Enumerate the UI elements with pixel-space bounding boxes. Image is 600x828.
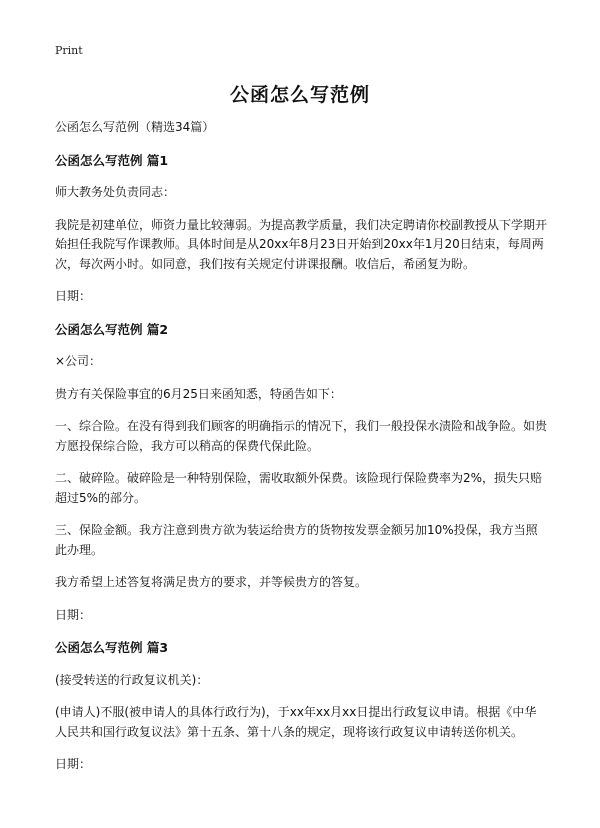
body-paragraph: (申请人)不服(被申请人的具体行政行为)，于xx年xx月xx日提出行政复议申请。根据《中华人民共和国行政复议法》第十五条、第十八条的规定，现将该行政复议申请转送你机关。: [55, 705, 537, 739]
body-paragraph: 贵方有关保险事宜的6月25日来函知悉，特函告如下：: [55, 386, 342, 401]
date-line-2: 日期：: [55, 607, 92, 622]
document-body: [55, 118, 547, 788]
doc-subtitle: 公函怎么写范例（精选34篇）: [55, 120, 215, 134]
document-title: 公函怎么写范例: [229, 84, 370, 106]
date-line-1: 日期：: [55, 289, 92, 303]
body-paragraph: 二、破碎险。破碎险是一种特别保险，需收取额外保费。该险现行保险费率为2%，损失只赔超过5%的部分。: [55, 471, 543, 505]
print-label: Print: [55, 44, 83, 57]
salutation-1: 师大教务处负责同志：: [55, 185, 176, 199]
body-paragraph: 我方希望上述答复将满足贵方的要求，并等候贵方的答复。: [55, 575, 368, 589]
body-paragraph: 三、保险金额。我方注意到贵方欲为装运给贵方的货物按发票金额另加10%投保，我方当照此办理。: [55, 523, 538, 557]
body-paragraph: 一、综合险。在没有得到我们顾客的明确指示的情况下，我们一般投保水渍险和战争险。如贵方愿投保综合险，我方可以稍高的保费代保此险。: [55, 419, 548, 453]
section-heading-3: 公函怎么写范例 篇3: [55, 640, 169, 655]
section-heading-2: 公函怎么写范例 篇2: [55, 321, 169, 337]
date-line-3: 日期：: [55, 757, 92, 771]
salutation-3: (接受转送的行政复议机关)：: [55, 672, 209, 687]
salutation-2: ×公司：: [55, 354, 102, 368]
body-paragraph: 我院是初建单位，师资力量比较薄弱。为提高教学质量，我们决定聘请你校副教授从下学期开始担任我院写作课教师。具体时间是从20xx年8月23日开始到20xx年1月20日结束，每周两次，每次两小时。如同意，我们按有关规定付讲课报酬。收信后，希函复为盼。: [55, 217, 548, 271]
section-heading-1: 公函怎么写范例 篇1: [55, 152, 169, 168]
